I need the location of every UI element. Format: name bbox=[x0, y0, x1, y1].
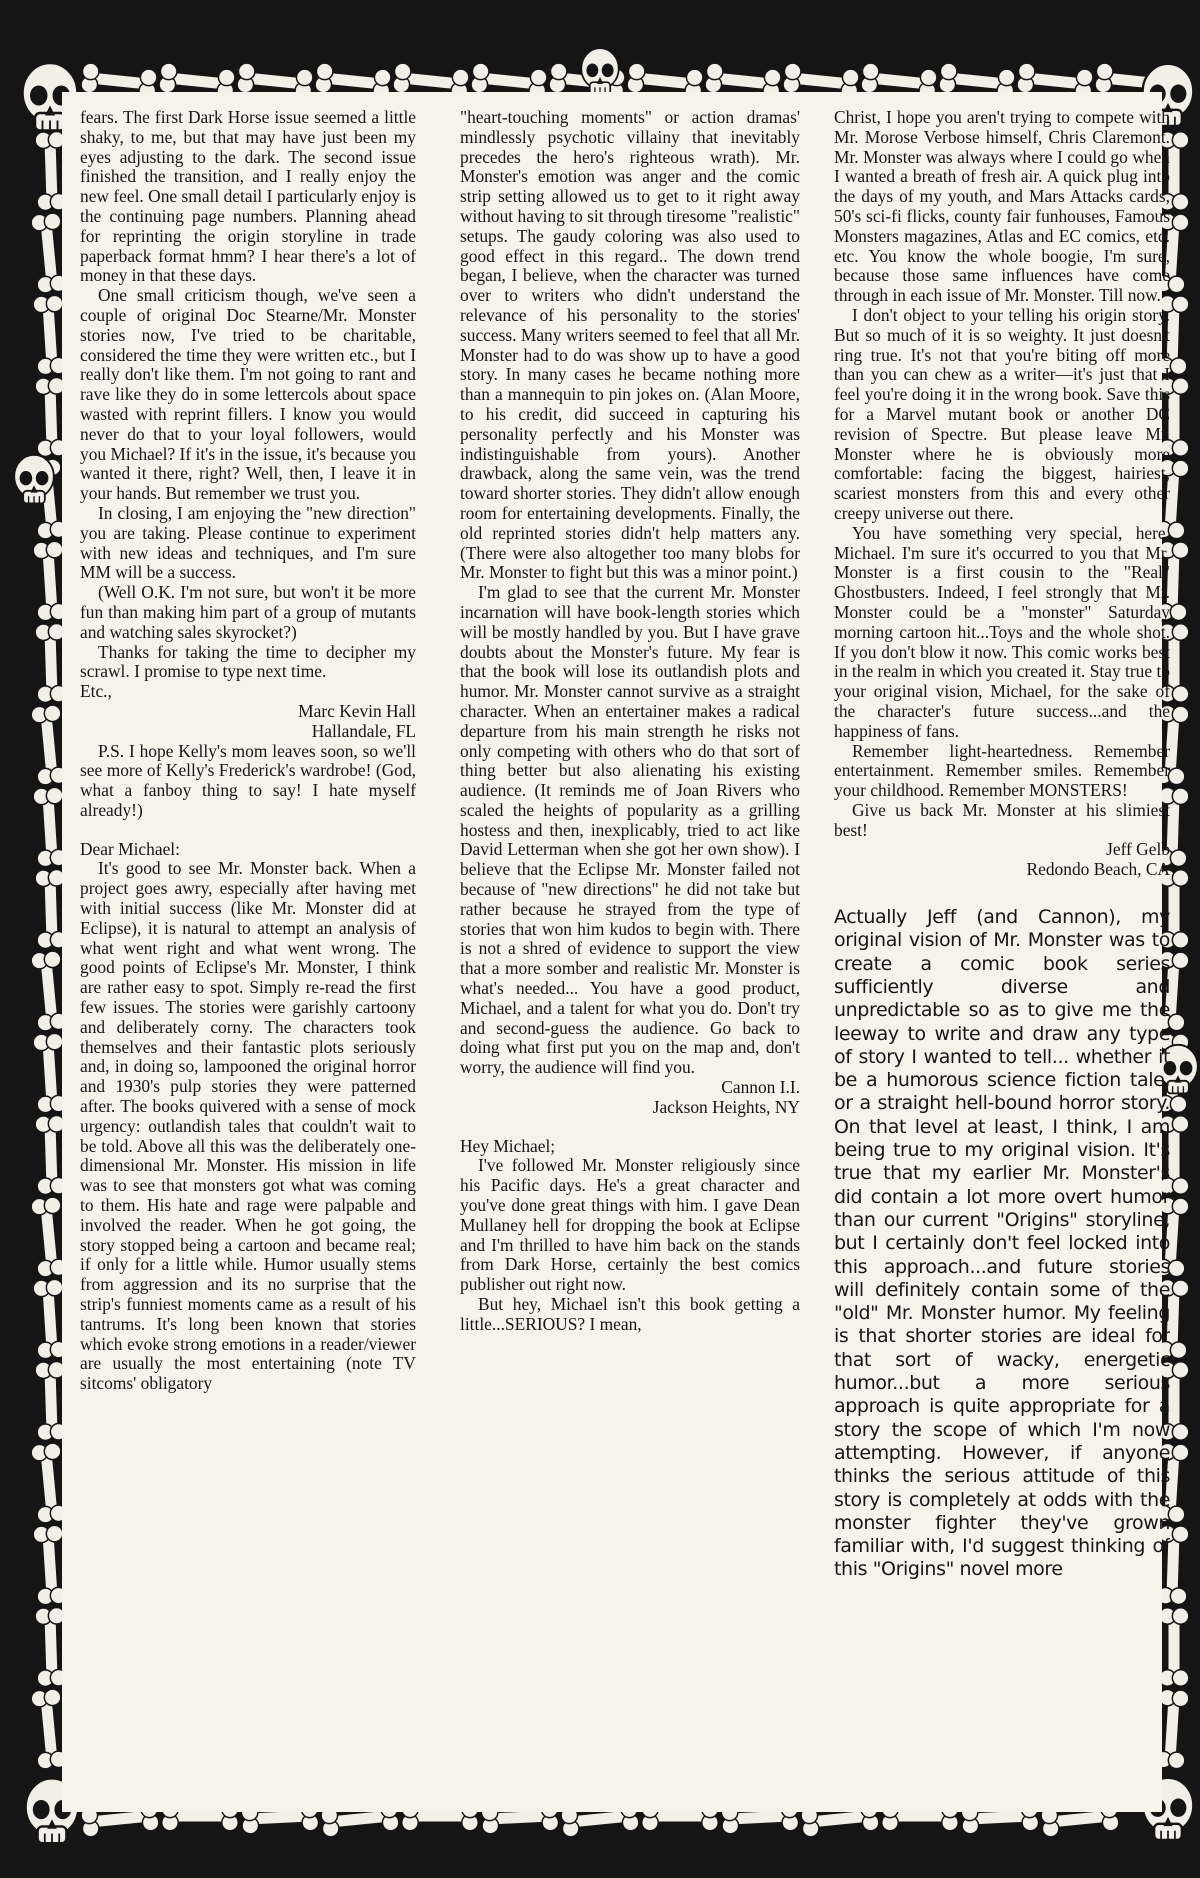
letter1-signature-location: Hallandale, FL bbox=[311, 720, 416, 741]
letter3-paragraph: Remember light-heartedness. Remember entertainment. Remember smiles. Remember your childhood. Remember MONSTERS! bbox=[834, 740, 1170, 801]
letter1-paragraph: fears. The first Dark Horse issue seemed a little shaky, to me, but that may have just been my eyes adjusting to the dark. The second issue finished the transition, and I really enjoy the new feel. One small detail I particularly enjoy is the continuing page numbers. Planning ahead for reprinting the origin storyline in trade paperback format hmm? I hear there's a lot of money in that these days. bbox=[80, 108, 416, 286]
letter3-salutation: Hey Michael; bbox=[460, 1135, 556, 1156]
letter3-signature-location: Redondo Beach, CA bbox=[1026, 859, 1170, 880]
letter3-paragraph: You have something very special, here, Michael. I'm sure it's occurred to you that Mr. Monster is a first cousin to the "Real" Ghostbusters. Indeed, I feel strongly that Mr. Monster could be a "monster" Saturday morning cartoon hit...Toys and the whole shot. If you don't blow it now. This comic works best in the realm in which you created it. Stay true to your original vision, Michael, for the sake of the character's future success...and the happiness of fans. bbox=[834, 522, 1170, 741]
letter2-paragraph: "heart-touching moments" or action dramas' mindlessly psychotic villainy that inevitably precedes the hero's righteous wrath). Mr. Monster's emotion was anger and the comic strip setting allowed us to get to it right away without having to sit through tiresome "realistic" setups. The gaudy coloring was also used to good effect in this regard.. The down trend began, I believe, when the character was turned over to writers who didn't understand the relevance of his personality to the stories' success. Many writers seemed to feel that all Mr. Monster had to do was show up to have a good story. In many cases he became nothing more than a mannequin to pin jokes on. (Alan Moore, to his credit, did succeed in capturing his personality perfectly and his Monster was indistinguishable from yours). Another drawback, along the same vein, was the trend toward shorter stories. They didn't allow enough room for entertaining developments. Finally, the old reprinted stories didn't help matters any. (There were also altogether too many blobs for Mr. Monster to fight but this was a minor point.) bbox=[460, 108, 800, 583]
column-1 bbox=[80, 108, 416, 1796]
letter3-paragraph: But hey, Michael isn't this book getting a little...SERIOUS? I mean, bbox=[460, 1294, 800, 1334]
letter3-signature-name: Jeff Gelb bbox=[1106, 839, 1170, 860]
column-3 bbox=[834, 108, 1170, 1796]
letter1-paragraph: One small criticism though, we've seen a couple of original Doc Stearne/Mr. Monster stories now, I've tried to be charitable, considered the time they were written etc., but I really don't like them. I'm not going to rant and rave like they do in some lettercols about space wasted with reprint fillers. I know you would never do that to your loyal followers, would you Michael? If it's in the issue, it's because you wanted it there, right? Well, then, I leave it in your hands. But remember we trust you. bbox=[80, 285, 416, 504]
letter1-signature-name: Marc Kevin Hall bbox=[298, 700, 416, 721]
editor-reply: Actually Jeff (and Cannon), my original vision of Mr. Monster was to create a comic book series sufficiently diverse and unpredictable so as to give me the leeway to write and draw any type of story I wanted to tell... whether it be a humorous science fiction tale, or a straight hell-bound horror story. On that level at least, I think, I am being true to my original vision. It's true that my earlier Mr. Monster's did contain a lot more overt humor than our current "Origins" storyline, but I certainly don't feel locked into this approach...and future stories will definitely contain some of the "old" Mr. Monster humor. My feeling is that shorter stories are ideal for that sort of wacky, energetic humor...but a more serious approach is quite appropriate for a story the scope of which I'm now attempting. However, if anyone thinks the serious attitude of this story is completely at odds with the monster fighter they've grown familiar with, I'd suggest thinking of this "Origins" novel more bbox=[834, 906, 1170, 1581]
letter2-signature-location: Jackson Heights, NY bbox=[652, 1096, 800, 1117]
letter3-paragraph: Christ, I hope you aren't trying to compete with Mr. Morose Verbose himself, Chris Claremont. Mr. Monster was always where I could go when I wanted a breath of fresh air. A quick plug into the days of my youth, and Mars Attacks cards, 50's sci-fi flicks, county fair funhouses, Famous Monsters magazines, Atlas and EC comics, etc. etc. You know the whole boogie, I'm sure, because those same influences have come through in each issue of Mr. Monster. Till now. bbox=[834, 108, 1170, 306]
letter2-signature-name: Cannon I.I. bbox=[721, 1077, 800, 1098]
letter2-paragraph: I'm glad to see that the current Mr. Monster incarnation will have book-length stories which will be mostly handled by you. But I have grave doubts about the Monster's future. My fear is that the book will lose its outlandish plots and humor. Mr. Monster cannot survive as a straight character. When an entertainer makes a radical departure from his main strength he risks not only competing with others who do that sort of thing better but also alienating his existing audience. (It reminds me of Joan Rivers who scaled the heights of popularity as a grilling hostess and then, inexplicably, tried to act like David Letterman when she got her own show). I believe that the Eclipse Mr. Monster failed not because of "new directions" he did not take but rather because he strayed from the type of stories that won him kudos to begin with. There is not a shred of evidence to support the view that a more somber and realistic Mr. Monster is what's needed... You have a good product, Michael, and a talent for what you do. Don't try and second-guess the audience. Go back to doing what first put you on the map and, don't worry, the audience will find you. bbox=[460, 582, 800, 1078]
column-2 bbox=[460, 108, 800, 1796]
letter1-closing: Etc., bbox=[80, 681, 112, 702]
letter2-paragraph: It's good to see Mr. Monster back. When a project goes awry, especially after having met with initial success (like Mr. Monster did at Eclipse), it is natural to attempt an analysis of what went right and what went wrong. The good points of Eclipse's Mr. Monster, I think are rather easy to spot. Simply re-read the first few issues. The stories were garishly cartoony and deliberately corny. The characters took themselves and their fantastic plots seriously and, in doing so, lampooned the original horror and 1930's pulp stories they were patterned after. The books quivered with a sense of mock urgency: outlandish tales that couldn't wait to be told. Above all this was the deliberately one-dimensional Mr. Monster. His mission in life was to see that monsters got what was coming to them. His hate and rage were palpable and involved the reader. When he got going, the story stopped being a cartoon and became real; if only for a little while. Humor usually stems from aggression and its no surprise that the strip's funniest moments came as a result of his tantrums. It's long been known that stories which evoke strong emotions in a reader/viewer are usually the most entertaining (note TV sitcoms' obligatory bbox=[80, 858, 416, 1394]
letter3-paragraph: I don't object to your telling his origin story. But so much of it is so weighty. It just doesn't ring true. It's not that you're biting off more than you can chew as a writer—it's just that I feel you're doing it in the wrong book. Save this for a Marvel mutant book or another DC revision of Spectre. But please leave Mr. Monster where he is obviously more comfortable: facing the biggest, hairiest, scariest monsters from this and every other creepy universe out there. bbox=[834, 304, 1170, 523]
letter1-paragraph: Thanks for taking the time to decipher my scrawl. I promise to type next time. bbox=[80, 641, 416, 682]
letter1-paragraph: In closing, I am enjoying the "new direction" you are taking. Please continue to experiment with new ideas and techniques, and I'm sure MM will be a success. bbox=[80, 502, 416, 583]
letter2-salutation: Dear Michael: bbox=[80, 838, 180, 859]
letter3-paragraph: I've followed Mr. Monster religiously since his Pacific days. He's a great character and you've done great things with him. I gave Dean Mullaney hell for dropping the book at Eclipse and I'm thrilled to have him back on the stands from Dark Horse, certainly the best comics publisher out right now. bbox=[460, 1155, 800, 1295]
letter1-postscript: P.S. I hope Kelly's mom leaves soon, so we'll see more of Kelly's Frederick's wardrobe! (God, what a fanboy thing to say! I hate myself already!) bbox=[80, 740, 416, 820]
letter3-paragraph: Give us back Mr. Monster at his slimiest best! bbox=[834, 799, 1170, 840]
letter1-paragraph: (Well O.K. I'm not sure, but won't it be more fun than making him part of a group of mutants and watching sales skyrocket?) bbox=[80, 582, 416, 642]
